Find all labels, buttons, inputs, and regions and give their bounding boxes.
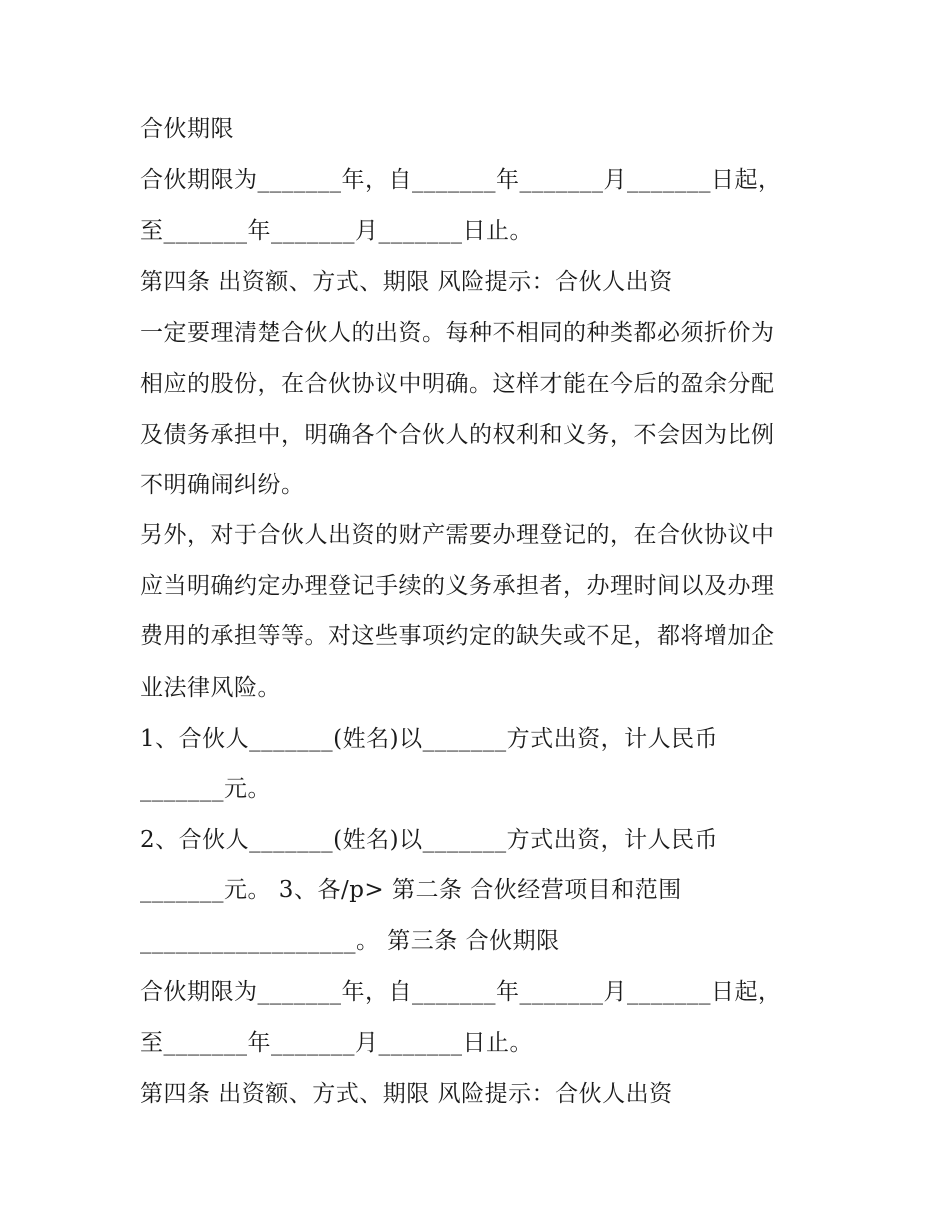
text-line: 应当明确约定办理登记手续的义务承担者，办理时间以及办理 [140,573,775,599]
text-line: 一定要理清楚合伙人的出资。每种不相同的种类都必须折价为 [140,320,775,346]
text-line: 至_______年_______月_______日止。 [140,1030,533,1056]
text-line: 第四条 出资额、方式、期限 风险提示：合伙人出资 [140,269,673,295]
text-line: __________________。 第三条 合伙期限 [140,928,560,954]
text-line: 合伙期限为_______年，自_______年_______月_______日起， [140,167,782,193]
text-line: 另外，对于合伙人出资的财产需要办理登记的，在合伙协议中 [140,522,775,548]
text-line: 业法律风险。 [140,675,281,701]
text-line: 费用的承担等等。对这些事项约定的缺失或不足，都将增加企 [140,623,775,649]
text-line: 1、合伙人_______(姓名)以_______方式出资，计人民币 [140,726,719,752]
text-line: 2、合伙人_______(姓名)以_______方式出资，计人民币 [140,827,719,853]
text-line: 相应的股份，在合伙协议中明确。这样才能在今后的盈余分配 [140,371,775,397]
text-line: 合伙期限 [140,116,234,142]
text-line: 至_______年_______月_______日止。 [140,218,533,244]
text-line: 及债务承担中，明确各个合伙人的权利和义务，不会因为比例 [140,422,775,448]
text-line: _______元。 [140,776,271,802]
text-line: 不明确闹纠纷。 [140,472,305,498]
text-line: _______元。 3、各/p> 第二条 合伙经营项目和范围 [140,877,682,903]
text-line: 合伙期限为_______年，自_______年_______月_______日起， [140,979,782,1005]
text-line: 第四条 出资额、方式、期限 风险提示：合伙人出资 [140,1081,673,1107]
